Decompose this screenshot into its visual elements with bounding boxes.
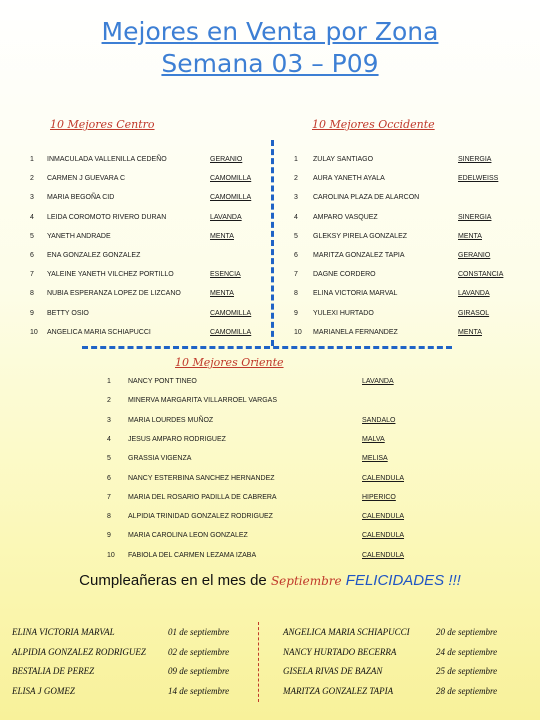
birthday-date: 28 de septiembre	[436, 685, 498, 696]
birthday-date: 01 de septiembre	[168, 627, 230, 637]
oriente-product: CALENDULA	[362, 532, 405, 540]
occidente-name: CAROLINA PLAZA DE ALARCON	[313, 194, 420, 202]
oriente-heading: 10 Mejores Oriente	[175, 356, 284, 369]
occidente-rank: 10	[294, 328, 302, 336]
oriente-product: LAVANDA	[362, 378, 394, 385]
centro-product: CAMOMILLA	[210, 175, 252, 183]
oriente-rank: 9	[107, 532, 111, 540]
oriente-name: MARIA CAROLINA LEON GONZALEZ	[128, 532, 248, 540]
occidente-rank: 4	[294, 213, 298, 221]
occidente-product: MENTA	[458, 328, 482, 336]
occidente-product: MENTA	[458, 232, 482, 240]
oriente-name: NANCY ESTERBINA SANCHEZ HERNANDEZ	[128, 474, 275, 482]
occidente-name: DAGNE CORDERO	[313, 271, 376, 279]
birthday-row	[0, 647, 540, 661]
occidente-product: GIRASOL	[458, 309, 490, 317]
birthday-month: Septiembre	[270, 574, 342, 588]
oriente-row	[0, 378, 540, 390]
birthday-name: GISELA RIVAS DE BAZAN	[283, 666, 383, 676]
oriente-product: SANDALO	[362, 416, 396, 424]
oriente-name: ALPIDIA TRINIDAD GONZALEZ RODRIGUEZ	[128, 513, 273, 521]
birthday-name: ELISA J GOMEZ	[12, 685, 75, 696]
occidente-rank: 3	[294, 194, 298, 202]
centro-name: BETTY OSIO	[47, 309, 89, 317]
occidente-row	[0, 252, 540, 264]
centro-rank: 3	[30, 194, 34, 202]
occidente-product: EDELWEISS	[458, 175, 499, 183]
occidente-rank: 8	[294, 290, 298, 298]
congrats-text: FELICIDADES !!!	[345, 572, 461, 589]
occidente-name: AMPARO VASQUEZ	[313, 213, 378, 221]
oriente-row	[0, 455, 540, 467]
occidente-rank: 5	[294, 232, 298, 240]
occidente-name: ZULAY SANTIAGO	[313, 156, 374, 163]
centro-name: CARMEN J GUEVARA C	[47, 175, 126, 183]
centro-product: CAMOMILLA	[210, 309, 252, 317]
occidente-row	[0, 290, 540, 302]
occidente-name: YULEXI HURTADO	[313, 309, 374, 317]
occidente-row	[0, 329, 540, 341]
occidente-row	[0, 194, 540, 206]
oriente-rank: 4	[107, 435, 111, 443]
occidente-name: MARITZA GONZALEZ TAPIA	[313, 252, 405, 259]
centro-rank: 10	[30, 328, 38, 336]
oriente-row	[0, 397, 540, 409]
centro-heading: 10 Mejores Centro	[50, 118, 155, 131]
oriente-row	[0, 436, 540, 448]
occidente-name: ELINA VICTORIA MARVAL	[313, 290, 398, 298]
occidente-rank: 2	[294, 175, 298, 183]
oriente-row	[0, 494, 540, 506]
centro-rank: 2	[30, 175, 34, 183]
occidente-product: CONSTANCIA	[458, 271, 504, 279]
oriente-product: CALENDULA	[362, 513, 405, 521]
centro-product: CAMOMILLA	[210, 194, 252, 202]
centro-rank: 1	[30, 156, 34, 163]
centro-name: YANETH ANDRADE	[47, 232, 111, 240]
centro-name: ANGELICA MARIA SCHIAPUCCI	[47, 328, 151, 336]
oriente-rank: 8	[107, 513, 111, 521]
oriente-product: HIPERICO	[362, 493, 396, 501]
oriente-name: FABIOLA DEL CARMEN LEZAMA IZABA	[128, 551, 257, 559]
oriente-name: MARIA DEL ROSARIO PADILLA DE CABRERA	[128, 493, 277, 501]
centro-rank: 4	[30, 213, 34, 221]
oriente-rank: 7	[107, 493, 111, 501]
birthday-name: ELINA VICTORIA MARVAL	[12, 627, 115, 637]
birthday-date: 20 de septiembre	[436, 627, 498, 637]
occidente-product: GERANIO	[458, 252, 491, 259]
birthday-date: 25 de septiembre	[436, 666, 498, 676]
birthday-name: MARITZA GONZALEZ TAPIA	[283, 685, 394, 696]
oriente-product: CALENDULA	[362, 551, 405, 559]
oriente-row	[0, 475, 540, 487]
oriente-name: MARIA LOURDES MUÑOZ	[128, 416, 214, 424]
centro-product: MENTA	[210, 290, 234, 298]
centro-rank: 7	[30, 271, 34, 279]
birthday-date: 09 de septiembre	[168, 666, 230, 676]
occidente-row	[0, 271, 540, 283]
centro-name: ENA GONZALEZ GONZALEZ	[47, 252, 141, 259]
occidente-product: LAVANDA	[458, 290, 490, 298]
occidente-rank: 9	[294, 309, 298, 317]
oriente-product: MELISA	[362, 455, 388, 463]
birthday-row	[0, 666, 540, 680]
centro-rank: 5	[30, 232, 34, 240]
occidente-name: GLEKSY PIRELA GONZALEZ	[313, 232, 408, 240]
oriente-rank: 10	[107, 551, 115, 559]
occidente-row	[0, 175, 540, 187]
centro-product: MENTA	[210, 232, 234, 240]
oriente-rank: 6	[107, 474, 111, 482]
oriente-row	[0, 513, 540, 525]
occidente-product: SINERGIA	[458, 213, 492, 221]
page-title	[0, 16, 540, 80]
occidente-rank: 7	[294, 271, 298, 279]
birthday-title	[0, 572, 540, 589]
birthday-row	[0, 686, 540, 700]
centro-rank: 9	[30, 309, 34, 317]
oriente-row	[0, 532, 540, 544]
centro-product: LAVANDA	[210, 213, 242, 221]
centro-rank: 6	[30, 252, 34, 259]
centro-name: MARIA BEGOÑA CID	[47, 194, 115, 202]
birthday-title-prefix: Cumpleañeras en el mes de	[79, 572, 267, 589]
title-line-1: Mejores en Venta por Zona	[101, 17, 439, 46]
oriente-name: JESUS AMPARO RODRIGUEZ	[128, 435, 226, 443]
oriente-rank: 3	[107, 416, 111, 424]
centro-rank: 8	[30, 290, 34, 298]
occidente-product: SINERGIA	[458, 156, 492, 163]
occidente-row	[0, 233, 540, 245]
occidente-name: MARIANELA FERNANDEZ	[313, 328, 398, 336]
birthday-name: ANGELICA MARIA SCHIAPUCCI	[283, 627, 410, 637]
centro-name: INMACULADA VALLENILLA CEDEÑO	[47, 156, 167, 163]
zone-divider-horizontal	[82, 346, 452, 349]
oriente-row	[0, 552, 540, 564]
oriente-rank: 1	[107, 378, 111, 385]
centro-name: LEIDA COROMOTO RIVERO DURAN	[47, 213, 167, 221]
occidente-row	[0, 214, 540, 226]
birthday-date: 14 de septiembre	[168, 685, 230, 696]
birthday-date: 24 de septiembre	[436, 646, 498, 657]
occidente-heading: 10 Mejores Occidente	[312, 118, 435, 131]
oriente-rank: 2	[107, 397, 111, 405]
centro-product: GERANIO	[210, 156, 243, 163]
birthday-name: NANCY HURTADO BECERRA	[283, 646, 397, 657]
occidente-rank: 1	[294, 156, 298, 163]
oriente-name: GRASSIA VIGENZA	[128, 455, 192, 463]
oriente-row	[0, 417, 540, 429]
oriente-product: CALENDULA	[362, 474, 405, 482]
oriente-rank: 5	[107, 455, 111, 463]
centro-name: YALEINE YANETH VILCHEZ PORTILLO	[47, 271, 174, 279]
birthday-name: BESTALIA DE PEREZ	[12, 666, 95, 676]
title-line-2: Semana 03 – P09	[161, 49, 379, 78]
occidente-rank: 6	[294, 252, 298, 259]
centro-name: NUBIA ESPERANZA LOPEZ DE LIZCANO	[47, 290, 181, 298]
oriente-name: MINERVA MARGARITA VILLARROEL VARGAS	[128, 397, 277, 405]
birthday-row	[0, 627, 540, 641]
birthday-date: 02 de septiembre	[168, 646, 230, 657]
centro-product: ESENCIA	[210, 271, 241, 279]
occidente-row	[0, 310, 540, 322]
oriente-product: MALVA	[362, 435, 385, 443]
centro-product: CAMOMILLA	[210, 328, 252, 336]
birthday-name: ALPIDIA GONZALEZ RODRIGUEZ	[12, 646, 146, 657]
occidente-row	[0, 156, 540, 168]
oriente-name: NANCY PONT TINEO	[128, 378, 197, 385]
occidente-name: AURA YANETH AYALA	[313, 175, 385, 183]
